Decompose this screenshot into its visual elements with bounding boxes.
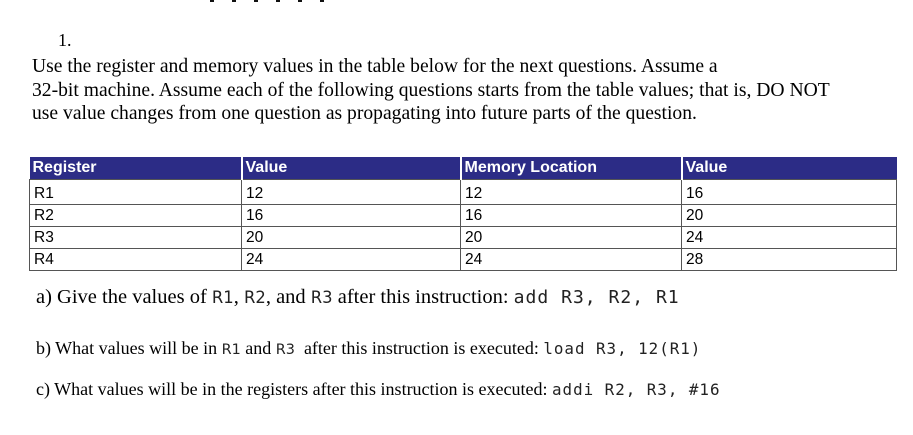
table-cell: 16 (461, 205, 682, 227)
table-cell: 24 (682, 227, 897, 249)
register-memory-table (29, 157, 897, 271)
table-cell: 16 (242, 205, 461, 227)
intro-paragraph (32, 55, 892, 126)
question-text: , and (265, 286, 311, 308)
table-cell: 16 (682, 180, 897, 205)
table-cell: 28 (682, 249, 897, 271)
question-text: , (233, 286, 244, 308)
register-name: R3 (310, 288, 333, 307)
question-b (36, 338, 701, 359)
table-row (30, 205, 897, 227)
table-cell: R1 (30, 180, 242, 205)
table-cell: 20 (461, 227, 682, 249)
table-cell: R3 (30, 227, 242, 249)
question-text: after this instruction: (332, 286, 514, 308)
question-a (36, 286, 680, 309)
instruction-code: load R3, 12(R1) (543, 339, 702, 358)
question-c (36, 379, 721, 400)
question-text: after this instruction is executed: (294, 338, 544, 358)
table-cell: R2 (30, 205, 242, 227)
header-register: Register (30, 157, 242, 180)
question-text: c) What values will be in the registers after this instruction is executed: (36, 379, 553, 399)
table-cell: R4 (30, 249, 242, 271)
register-name: R2 (243, 288, 266, 307)
question-number: 1. (58, 30, 72, 50)
header-memory-location: Memory Location (461, 157, 682, 180)
table-row (30, 249, 897, 271)
intro-line: use value changes from one question as propagating into future parts of the question. (32, 103, 697, 124)
question-text: a) Give the values of (36, 286, 212, 308)
table-cell: 24 (461, 249, 682, 271)
table-cell: 20 (242, 227, 461, 249)
table-row (30, 227, 897, 249)
intro-line: 32-bit machine. Assume each of the following questions starts from the table values; that is, DO NOT (32, 79, 830, 101)
cropped-text-fragment (210, 0, 360, 2)
question-text: and (240, 338, 276, 358)
table-cell: 12 (461, 180, 682, 205)
table-cell: 12 (242, 180, 461, 205)
instruction-code: addi R2, R3, #16 (552, 380, 721, 399)
table-header-row (30, 157, 897, 180)
table-row (30, 180, 897, 205)
instruction-code: add R3, R2, R1 (513, 287, 680, 308)
header-memory-value: Value (682, 157, 897, 180)
table-cell: 20 (682, 205, 897, 227)
register-name: R1 (211, 288, 234, 307)
question-text: b) What values will be in (36, 338, 222, 358)
table-cell: 24 (242, 249, 461, 271)
intro-line: Use the register and memory values in the table below for the next questions. Assume a (32, 56, 718, 77)
register-name: R1 (221, 342, 241, 358)
header-register-value: Value (242, 157, 461, 180)
register-name: R3 (275, 342, 295, 358)
